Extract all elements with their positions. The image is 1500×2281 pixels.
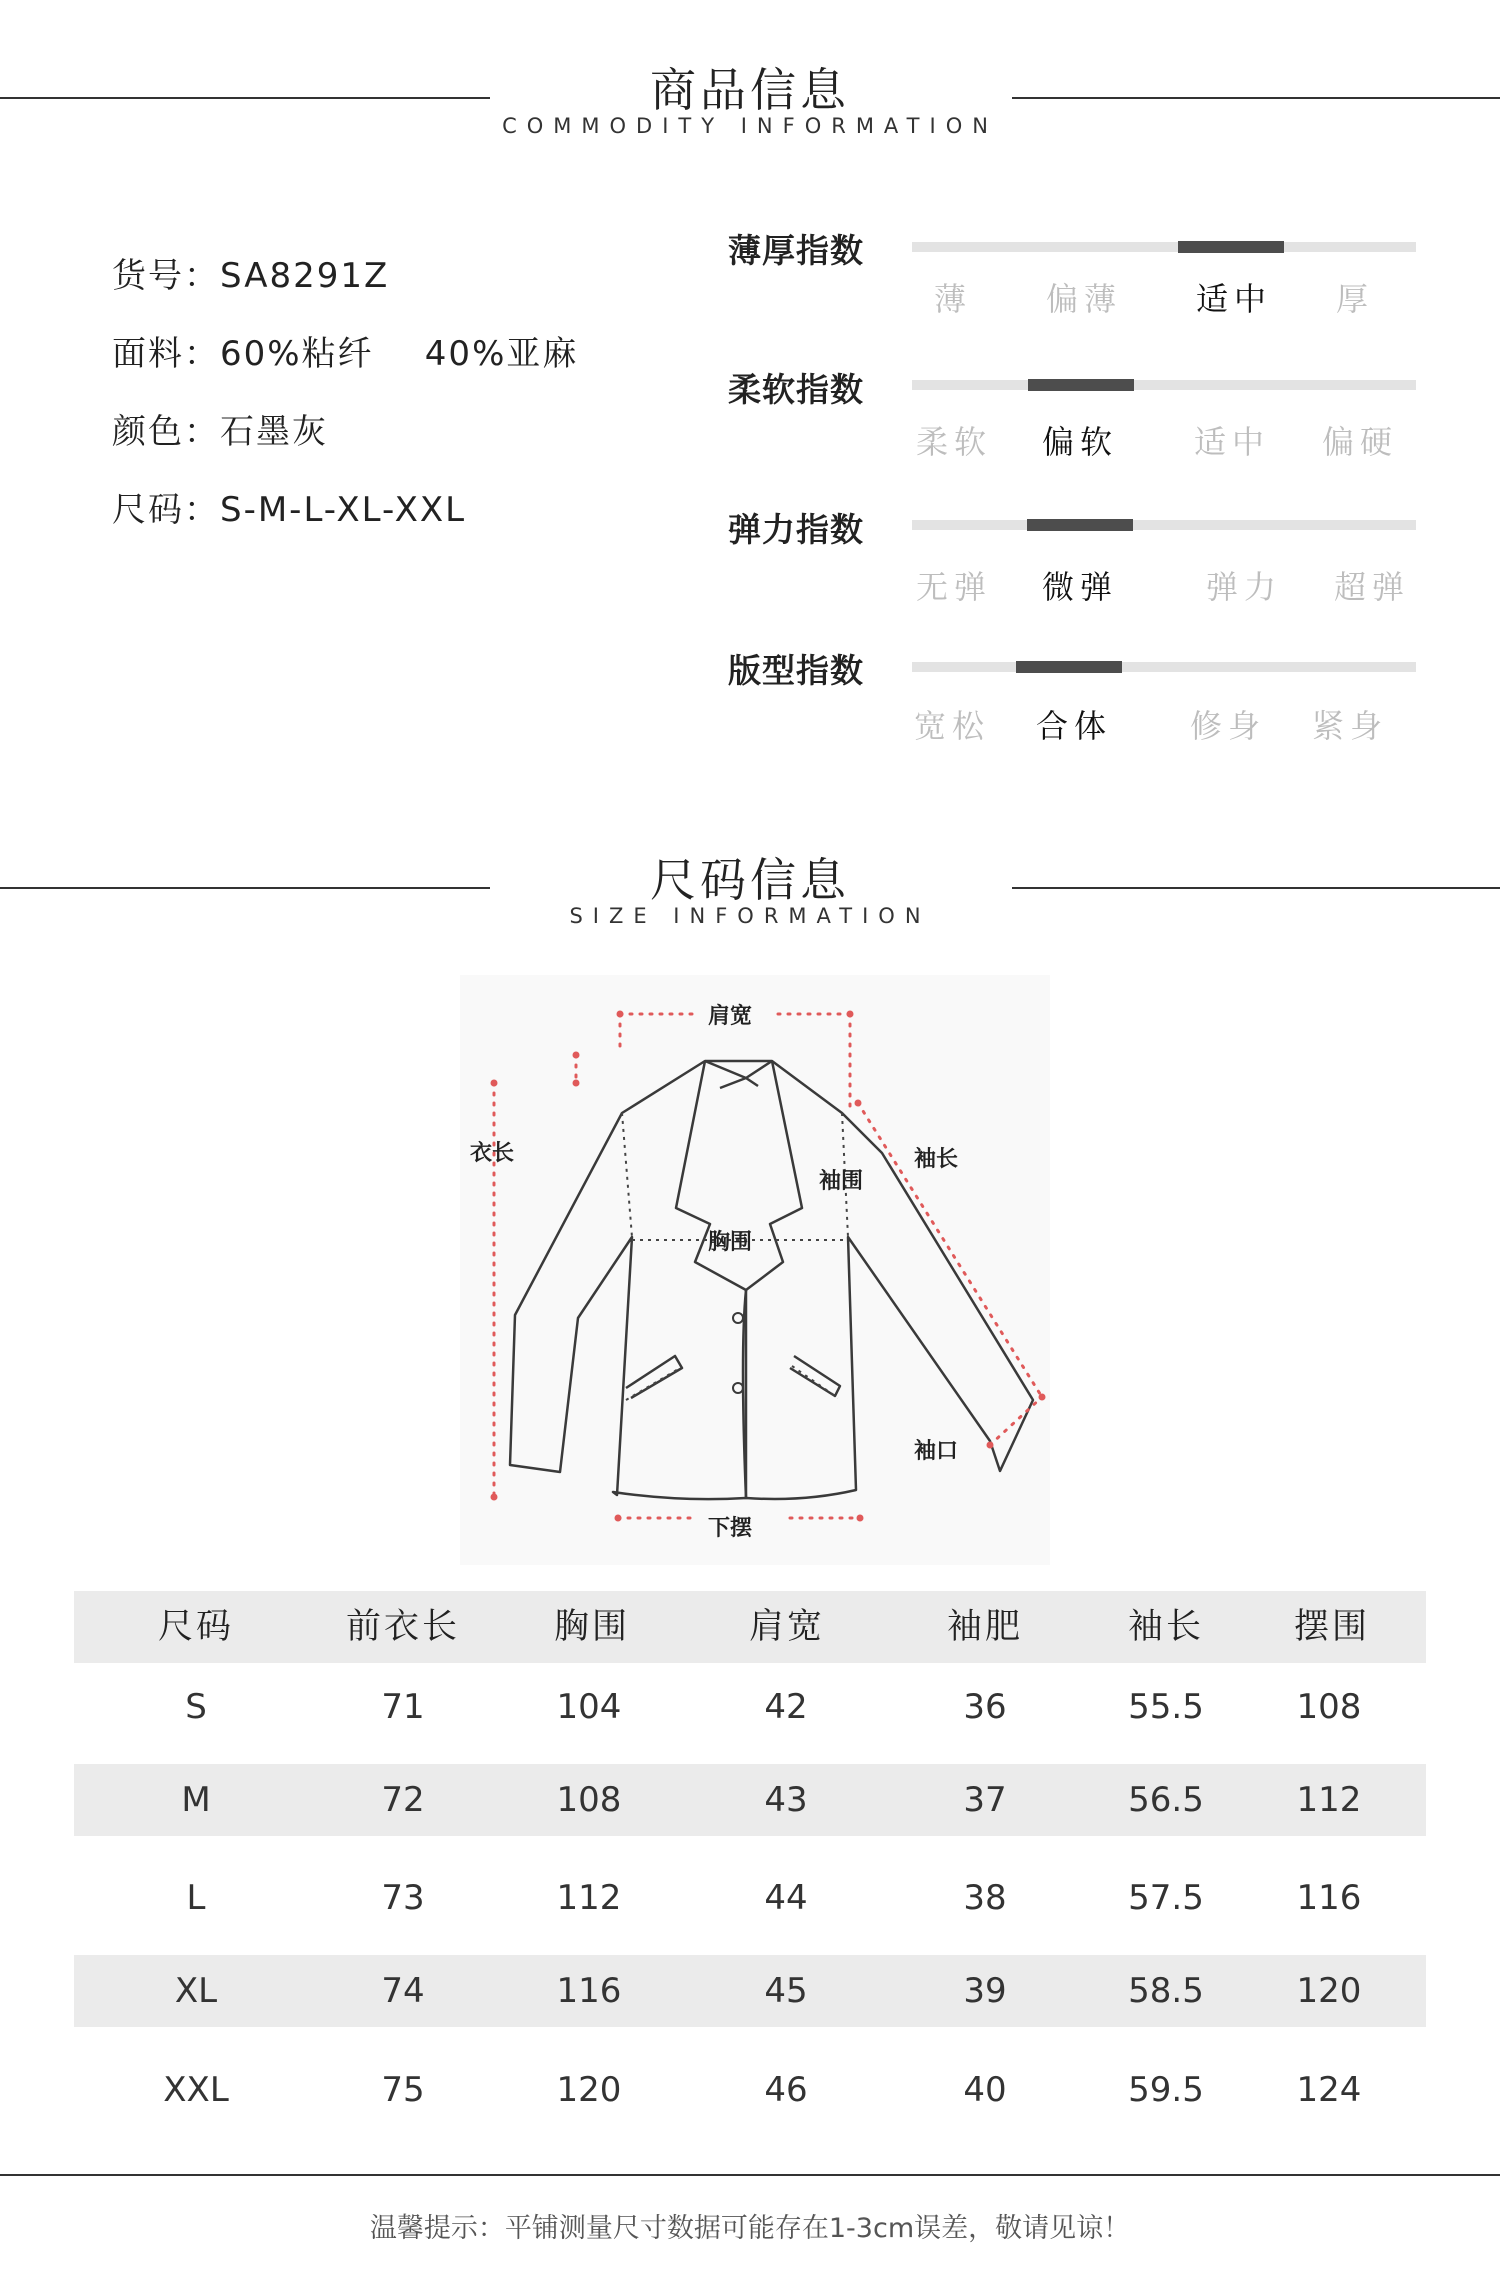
commodity-title: 商品信息 [650,63,850,117]
table-cell: 56.5 [1128,1780,1204,1820]
info-color: 颜色：石墨灰 [112,412,328,452]
table-header-cell: 摆围 [1293,1607,1371,1647]
diagram-label-chest: 胸围 [708,1230,753,1255]
table-cell: 55.5 [1128,1687,1204,1727]
table-row [74,1671,1426,1743]
index-thickness-label: 薄厚指数 [728,231,864,270]
size-subtitle: SIZE INFORMATION [569,904,931,928]
table-cell: 46 [764,2070,808,2110]
jacket-pocket-right [790,1356,840,1396]
index-elasticity-label: 弹力指数 [728,510,864,549]
table-row [74,1862,1426,1934]
index-elasticity-option: 超弹 [1334,568,1411,606]
info-fabric: 面料：60%粘纤 40%亚麻 [112,334,579,374]
table-cell: 75 [381,2070,425,2110]
index-softness-option: 偏硬 [1322,423,1399,461]
footer-note: 温馨提示：平铺测量尺寸数据可能存在1-3cm误差，敬请见谅！ [369,2213,1131,2244]
table-cell: 104 [556,1687,622,1727]
diagram-label-cuff: 袖口 [914,1439,959,1464]
index-thickness-option: 厚 [1336,280,1375,318]
table-cell: 73 [381,1878,425,1918]
table-cell: 45 [764,1971,808,2011]
table-cell: 108 [1296,1687,1362,1727]
table-cell: 42 [764,1687,808,1727]
diagram-label-sleeve-length: 袖长 [914,1147,959,1172]
table-cell: 108 [556,1780,622,1820]
table-row [74,2054,1426,2126]
table-header-cell: 前衣长 [345,1607,461,1647]
index-softness-option: 柔软 [916,423,993,461]
table-header-row [74,1591,1426,1663]
table-cell: 36 [963,1687,1007,1727]
table-cell: 116 [1296,1878,1362,1918]
index-softness-option: 适中 [1194,423,1271,461]
table-header-cell: 袖肥 [946,1607,1024,1647]
index-thickness-option: 偏薄 [1046,280,1123,318]
index-elasticity-option: 弹力 [1206,568,1283,606]
table-cell: 120 [556,2070,622,2110]
jacket-button [733,1313,743,1323]
table-cell: 37 [963,1780,1007,1820]
diagram-label-shoulder: 肩宽 [708,1004,753,1029]
table-row [74,1955,1426,2027]
table-cell: 112 [556,1878,622,1918]
jacket-pocket-left [626,1356,682,1398]
table-header-cell: 袖长 [1127,1607,1205,1647]
table-cell: 58.5 [1128,1971,1204,2011]
table-cell: XXL [163,2070,229,2110]
table-cell: 112 [1296,1780,1362,1820]
table-cell: L [186,1878,206,1918]
table-cell: 74 [381,1971,425,2011]
index-softness-option-selected: 偏软 [1042,423,1119,461]
table-cell: S [185,1687,207,1727]
table-cell: 72 [381,1780,425,1820]
index-fit-option: 修身 [1190,707,1267,745]
table-cell: 120 [1296,1971,1362,2011]
table-header-cell: 肩宽 [748,1607,826,1647]
diagram-label-sleeve-width: 袖围 [819,1169,864,1194]
table-header-cell: 尺码 [157,1607,235,1647]
index-elasticity-option: 无弹 [916,568,993,606]
table-cell: 59.5 [1128,2070,1204,2110]
info-sizes: 尺码：S-M-L-XL-XXL [112,490,467,530]
table-cell: 44 [764,1878,808,1918]
table-cell: 124 [1296,2070,1362,2110]
jacket-button [733,1383,743,1393]
table-cell: 71 [381,1687,425,1727]
size-title: 尺码信息 [650,853,850,907]
table-cell: 38 [963,1878,1007,1918]
table-cell: 116 [556,1971,622,2011]
index-fit-label: 版型指数 [728,651,864,690]
index-elasticity-option-selected: 微弹 [1042,568,1119,606]
footer-rule [0,2174,1500,2176]
table-cell: 57.5 [1128,1878,1204,1918]
table-cell: 40 [963,2070,1007,2110]
index-softness-label: 柔软指数 [728,370,864,409]
index-fit-option: 宽松 [914,707,991,745]
index-fit-option: 紧身 [1312,707,1389,745]
table-cell: 39 [963,1971,1007,2011]
commodity-subtitle: COMMODITY INFORMATION [502,114,998,138]
table-cell: XL [174,1971,218,2011]
diagram-label-length: 衣长 [470,1141,515,1166]
table-row [74,1764,1426,1836]
index-thickness-option-selected: 适中 [1196,280,1273,318]
index-thickness-option: 薄 [934,280,973,318]
info-sku: 货号：SA8291Z [112,256,390,296]
table-cell: 43 [764,1780,808,1820]
table-cell: M [181,1780,211,1820]
index-fit-option-selected: 合体 [1036,707,1113,745]
table-header-cell: 胸围 [553,1607,631,1647]
diagram-label-hem: 下摆 [708,1516,753,1541]
